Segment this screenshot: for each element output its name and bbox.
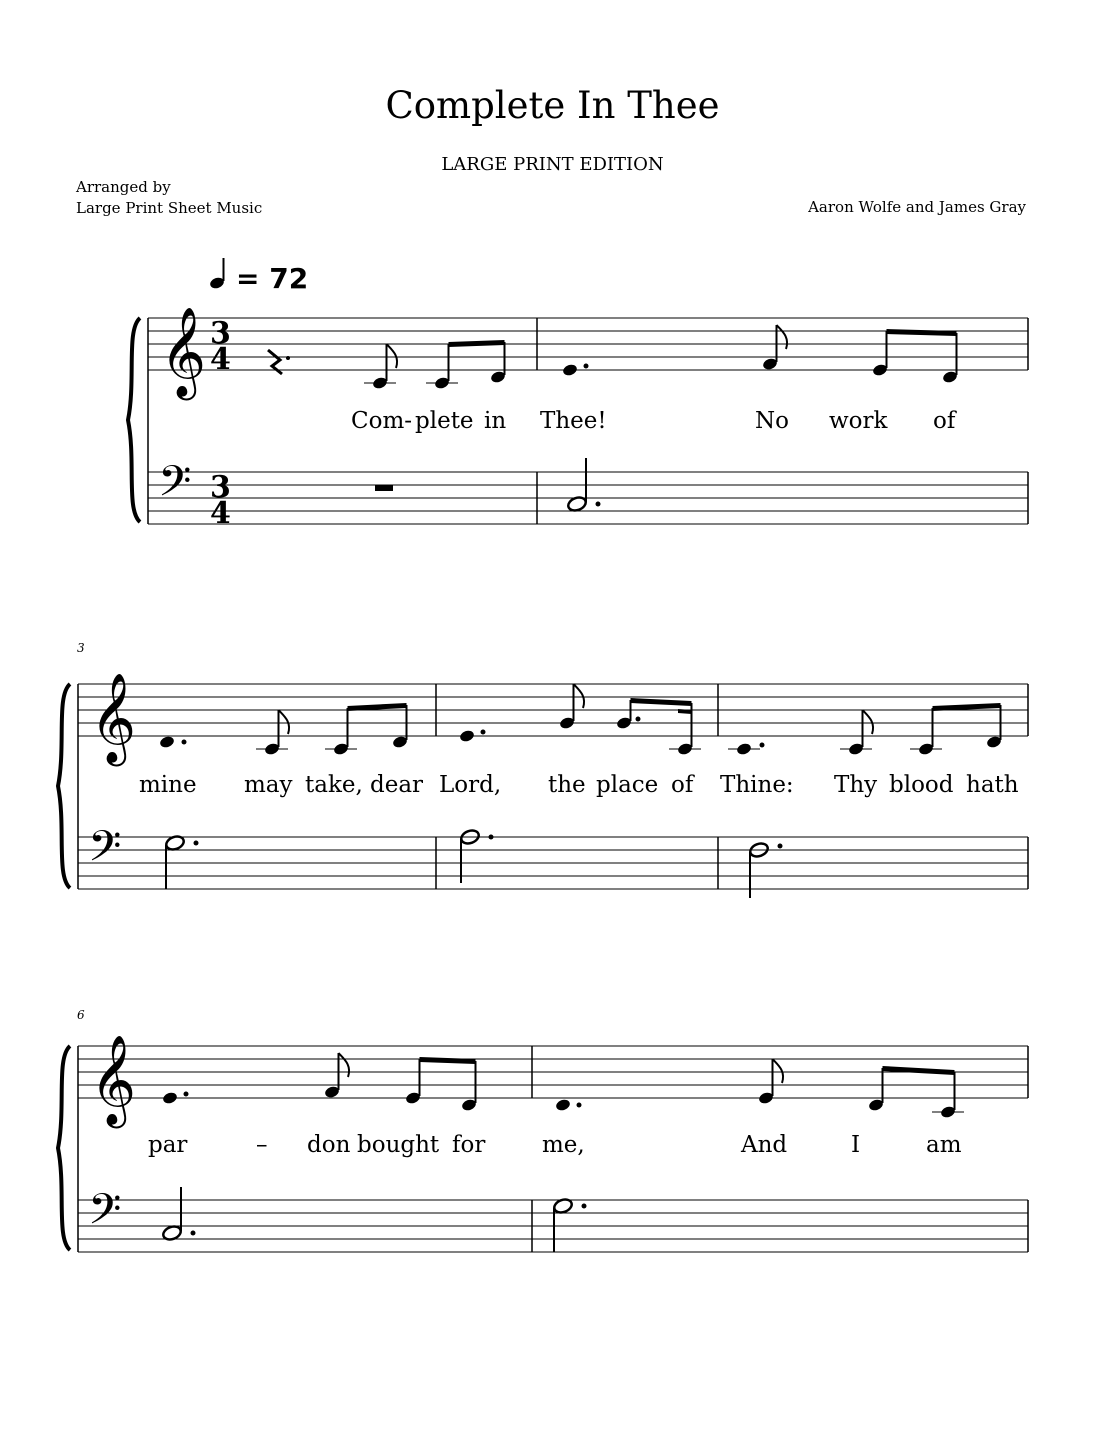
treble-clef-icon: 𝄞 <box>160 307 207 397</box>
grand-staff-brace <box>128 318 140 522</box>
system-2 <box>58 641 1028 898</box>
time-sig-treble-num: 3 <box>210 316 231 351</box>
lyric-syllable: Thy <box>834 772 878 798</box>
bass-clef-icon: 𝄢 <box>88 822 122 882</box>
measure-rest-icon <box>375 485 393 491</box>
lyric-syllable: bought <box>357 1132 440 1158</box>
beamed-sixteenth-pair <box>325 703 408 756</box>
note-eighth-c4 <box>840 710 873 756</box>
treble-clef-icon: 𝄞 <box>90 673 137 763</box>
lyric-syllable: Thee! <box>540 408 607 434</box>
treble-staff <box>78 1046 1028 1098</box>
lyric-syllable: blood <box>889 772 954 798</box>
lyric-syllable: Com- <box>351 408 413 434</box>
beamed-dotted-eighth-sixteenth <box>616 698 701 756</box>
lyric-syllable: mine <box>139 772 197 798</box>
score-title: Complete In Thee <box>385 84 720 127</box>
lyric-syllable: I <box>851 1132 861 1158</box>
lyric-syllable: the <box>548 772 586 798</box>
lyric-syllable: of <box>671 772 694 798</box>
time-sig-bass-num: 3 <box>210 470 231 505</box>
lyric-hyphen: – <box>256 1132 268 1158</box>
lyric-syllable: plete <box>415 408 474 434</box>
treble-staff <box>148 318 1028 370</box>
bass-staff <box>78 837 1028 889</box>
lyric-syllable: for <box>452 1132 486 1158</box>
lyric-syllable: Lord, <box>439 772 502 798</box>
arranger-label: Arranged by <box>76 178 171 196</box>
beamed-sixteenth-pair <box>910 703 1002 756</box>
treble-staff <box>78 684 1028 736</box>
tempo-marking <box>209 258 308 295</box>
lyric-syllable: take, <box>305 772 363 798</box>
note-eighth-c4 <box>256 710 289 756</box>
beamed-sixteenth-pair <box>426 340 506 390</box>
composer-credit: Aaron Wolfe and James Gray <box>808 198 1026 216</box>
note-dotted-quarter-d4 <box>555 1098 582 1112</box>
lyric-syllable: No <box>755 408 789 434</box>
bass-staff <box>148 472 1028 524</box>
lyric-syllable: in <box>484 408 507 434</box>
lyric-syllable: don <box>307 1132 351 1158</box>
lyric-syllable: of <box>933 408 956 434</box>
beamed-sixteenth-pair <box>868 1066 964 1119</box>
note-eighth-f4 <box>324 1053 349 1099</box>
lyric-syllable: Thine: <box>720 772 794 798</box>
measure-number: 6 <box>77 1008 85 1022</box>
system-1 <box>128 307 1028 531</box>
measure-number: 3 <box>77 641 85 655</box>
arranger-name: Large Print Sheet Music <box>76 199 263 217</box>
note-dotted-half-g3 <box>164 834 198 889</box>
note-eighth-c4 <box>364 344 397 390</box>
system-3 <box>58 1008 1028 1252</box>
time-sig-bass-den: 4 <box>210 496 231 531</box>
lyric-syllable: me, <box>542 1132 585 1158</box>
treble-clef-icon: 𝄞 <box>90 1035 137 1125</box>
lyric-syllable: work <box>829 408 888 434</box>
lyric-syllable: par <box>148 1132 188 1158</box>
bass-clef-icon: 𝄢 <box>158 457 192 517</box>
lyric-syllable: hath <box>966 772 1019 798</box>
note-dotted-half-g3 <box>552 1197 586 1252</box>
lyric-syllable: may <box>244 772 293 798</box>
lyric-syllable: dear <box>370 772 424 798</box>
note-dotted-half-a3 <box>459 828 493 883</box>
note-eighth-f4 <box>762 325 787 371</box>
grand-staff-brace <box>58 684 70 888</box>
bass-clef-icon: 𝄢 <box>88 1185 122 1245</box>
quarter-note-icon <box>209 258 226 290</box>
note-dotted-half-c3 <box>161 1187 195 1242</box>
tempo-text: = 72 <box>236 262 309 295</box>
grand-staff-brace <box>58 1046 70 1250</box>
lyric-syllable: And <box>741 1132 788 1158</box>
score-subtitle: LARGE PRINT EDITION <box>441 154 664 175</box>
time-sig-treble-den: 4 <box>210 342 231 377</box>
note-dotted-quarter-c4 <box>728 742 765 756</box>
lyric-syllable: am <box>926 1132 962 1158</box>
lyric-syllable: place <box>596 772 659 798</box>
note-dotted-quarter-d4 <box>159 735 187 749</box>
